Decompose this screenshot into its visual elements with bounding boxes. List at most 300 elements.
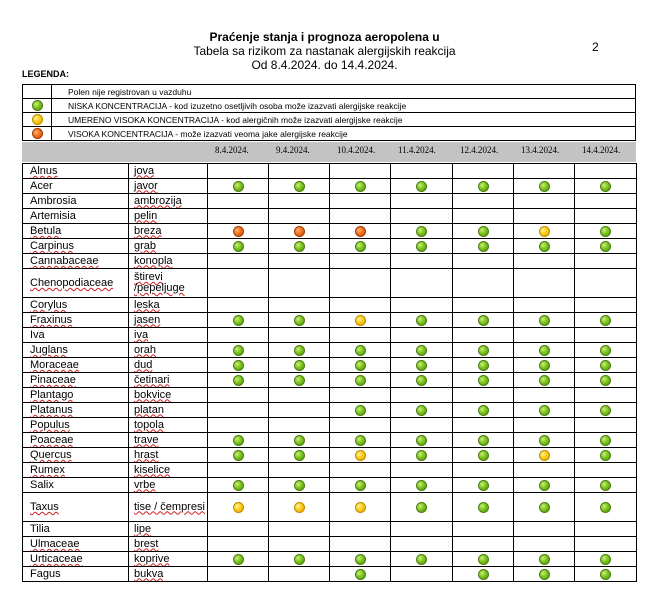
concentration-cell (269, 224, 330, 239)
latin-name-text: Chenopodiaceae (30, 277, 114, 289)
green-dot-icon (478, 480, 489, 491)
pollen-row (23, 239, 637, 254)
concentration-cell (269, 463, 330, 478)
date-header-bar (22, 142, 636, 162)
green-dot-icon (416, 315, 427, 326)
green-dot-icon (233, 315, 244, 326)
legend-text: VISOKA KONCENTRACIJA - može izazvati veoma jake alergijske reakcije (52, 127, 636, 141)
pollen-row (23, 493, 637, 522)
pollen-row (23, 194, 637, 209)
concentration-cell (391, 537, 453, 552)
date-header: 11.4.2024. (398, 145, 436, 155)
concentration-cell (330, 179, 391, 194)
concentration-cell (391, 463, 453, 478)
local-name (129, 418, 208, 433)
green-dot-icon (600, 181, 611, 192)
local-name (129, 209, 208, 224)
concentration-cell (208, 358, 269, 373)
concentration-cell (453, 298, 514, 313)
latin-name-text: Iva (30, 329, 45, 341)
pollen-row (23, 373, 637, 388)
local-name-text: koprive (134, 552, 170, 565)
concentration-cell (575, 403, 637, 418)
local-name (129, 298, 208, 313)
concentration-cell (514, 388, 575, 403)
concentration-cell (514, 418, 575, 433)
green-dot-icon (294, 181, 305, 192)
local-name-text: javor (134, 179, 158, 192)
concentration-cell (453, 522, 514, 537)
pollen-risk-table (22, 163, 637, 582)
local-name-text: četinari (134, 373, 170, 386)
pollen-row (23, 388, 637, 403)
latin-name-text: Artemisia (30, 210, 76, 222)
green-dot-icon (233, 435, 244, 446)
concentration-cell (330, 194, 391, 209)
pollen-row (23, 522, 637, 537)
orange-dot-icon (233, 226, 244, 237)
concentration-cell (330, 552, 391, 567)
green-dot-icon (294, 375, 305, 386)
green-dot-icon (539, 554, 550, 565)
green-dot-icon (294, 241, 305, 252)
green-dot-icon (355, 554, 366, 565)
green-dot-icon (539, 435, 550, 446)
latin-name (23, 478, 129, 493)
concentration-cell (453, 433, 514, 448)
concentration-cell (453, 388, 514, 403)
concentration-cell (453, 328, 514, 343)
concentration-cell (575, 269, 637, 298)
latin-name (23, 358, 129, 373)
local-name-text: topola (134, 418, 164, 431)
green-dot-icon (233, 554, 244, 565)
legend-table (22, 84, 636, 141)
green-dot-icon (233, 480, 244, 491)
local-name (129, 552, 208, 567)
green-dot-icon (600, 435, 611, 446)
concentration-cell (453, 269, 514, 298)
local-name (129, 433, 208, 448)
latin-name (23, 418, 129, 433)
latin-name (23, 239, 129, 254)
concentration-cell (391, 239, 453, 254)
latin-name (23, 209, 129, 224)
latin-name (23, 522, 129, 537)
concentration-cell (453, 164, 514, 179)
concentration-cell (453, 224, 514, 239)
concentration-cell (514, 328, 575, 343)
concentration-cell (269, 373, 330, 388)
concentration-cell (391, 328, 453, 343)
concentration-cell (330, 254, 391, 269)
local-name-text: ambrozija (134, 194, 182, 207)
legend-text: UMERENO VISOKA KONCENTRACIJA - kod alergičnih može izazvati alergijske reakcije (52, 113, 636, 127)
local-name-text: hrast (134, 448, 159, 461)
concentration-cell (575, 433, 637, 448)
green-dot-icon (416, 375, 427, 386)
concentration-cell (269, 358, 330, 373)
concentration-cell (208, 224, 269, 239)
concentration-cell (575, 224, 637, 239)
legend-text: NISKA KONCENTRACIJA - kod izuzetno osetljivih osoba može izazvati alergijske reakcije (52, 99, 636, 113)
concentration-cell (391, 269, 453, 298)
green-dot-icon (600, 450, 611, 461)
concentration-cell (453, 358, 514, 373)
concentration-cell (330, 433, 391, 448)
concentration-cell (575, 328, 637, 343)
concentration-cell (514, 239, 575, 254)
concentration-cell (208, 418, 269, 433)
concentration-cell (269, 403, 330, 418)
concentration-cell (514, 179, 575, 194)
pollen-row (23, 179, 637, 194)
local-name-text: trave (134, 433, 159, 446)
latin-name-text: Taxus (30, 501, 59, 513)
yellow-dot-icon (539, 450, 550, 461)
legend-icon-cell (23, 85, 52, 99)
local-name (129, 373, 208, 388)
concentration-cell (575, 194, 637, 209)
green-dot-icon (478, 345, 489, 356)
concentration-cell (208, 328, 269, 343)
concentration-cell (514, 433, 575, 448)
green-dot-icon (294, 480, 305, 491)
green-dot-icon (478, 375, 489, 386)
concentration-cell (391, 298, 453, 313)
green-dot-icon (233, 241, 244, 252)
local-name (129, 194, 208, 209)
concentration-cell (269, 209, 330, 224)
date-header: 9.4.2024. (276, 145, 310, 155)
green-dot-icon (355, 360, 366, 371)
latin-name (23, 493, 129, 522)
concentration-cell (453, 194, 514, 209)
yellow-dot-icon (355, 315, 366, 326)
green-dot-icon (600, 360, 611, 371)
pollen-row (23, 164, 637, 179)
legend-row (23, 127, 636, 141)
legend-text: Polen nije registrovan u vazduhu (52, 85, 636, 99)
local-name (129, 358, 208, 373)
date-range: Od 8.4.2024. do 14.4.2024. (251, 58, 398, 72)
concentration-cell (330, 478, 391, 493)
pollen-row (23, 328, 637, 343)
latin-name-text: Rumex (30, 464, 65, 476)
green-dot-icon (600, 502, 611, 513)
latin-name-text: Urticaceae (30, 553, 83, 565)
pollen-row (23, 269, 637, 298)
document-title: Praćenje stanja i prognoza aeropolena u (209, 30, 440, 44)
latin-name (23, 224, 129, 239)
latin-name-text: Corylus (30, 299, 68, 311)
concentration-cell (575, 239, 637, 254)
concentration-cell (330, 418, 391, 433)
concentration-cell (330, 164, 391, 179)
concentration-cell (391, 164, 453, 179)
local-name (129, 343, 208, 358)
green-dot-icon (539, 315, 550, 326)
local-name (129, 269, 208, 298)
concentration-cell (391, 179, 453, 194)
green-dot-icon (355, 375, 366, 386)
concentration-cell (330, 298, 391, 313)
latin-name-text: Fraxinus (30, 314, 73, 326)
concentration-cell (575, 254, 637, 269)
concentration-cell (575, 463, 637, 478)
latin-name-text: Betula (30, 225, 62, 237)
pollen-row (23, 224, 637, 239)
green-dot-icon (416, 435, 427, 446)
local-name-text: pelin (134, 209, 158, 222)
local-name-text: štirevi /pepeljuge (134, 271, 185, 294)
green-dot-icon (478, 569, 489, 580)
concentration-cell (391, 373, 453, 388)
latin-name (23, 298, 129, 313)
pollen-row (23, 537, 637, 552)
concentration-cell (514, 463, 575, 478)
local-name (129, 537, 208, 552)
latin-name (23, 194, 129, 209)
yellow-dot-icon (355, 502, 366, 513)
green-dot-icon (539, 569, 550, 580)
local-name-text: breza (134, 224, 162, 237)
concentration-cell (575, 209, 637, 224)
latin-name (23, 373, 129, 388)
green-dot-icon (539, 181, 550, 192)
green-dot-icon (233, 450, 244, 461)
concentration-cell (575, 448, 637, 463)
local-name-text: konopla (134, 254, 173, 267)
concentration-cell (208, 433, 269, 448)
pollen-row (23, 254, 637, 269)
yellow-dot-icon (32, 114, 43, 125)
pollen-row (23, 343, 637, 358)
concentration-cell (575, 298, 637, 313)
concentration-cell (269, 433, 330, 448)
green-dot-icon (355, 241, 366, 252)
latin-name (23, 567, 129, 582)
concentration-cell (208, 403, 269, 418)
local-name-text: dud (134, 358, 153, 371)
green-dot-icon (233, 181, 244, 192)
green-dot-icon (539, 375, 550, 386)
concentration-cell (330, 403, 391, 418)
concentration-cell (269, 552, 330, 567)
concentration-cell (391, 448, 453, 463)
concentration-cell (575, 567, 637, 582)
concentration-cell (514, 298, 575, 313)
green-dot-icon (233, 345, 244, 356)
local-name (129, 164, 208, 179)
concentration-cell (208, 298, 269, 313)
green-dot-icon (294, 360, 305, 371)
concentration-cell (453, 448, 514, 463)
concentration-cell (453, 493, 514, 522)
pollen-row (23, 478, 637, 493)
green-dot-icon (416, 226, 427, 237)
concentration-cell (269, 179, 330, 194)
concentration-cell (269, 313, 330, 328)
pollen-row (23, 552, 637, 567)
concentration-cell (453, 403, 514, 418)
local-name (129, 522, 208, 537)
concentration-cell (330, 209, 391, 224)
green-dot-icon (600, 345, 611, 356)
concentration-cell (575, 493, 637, 522)
concentration-cell (330, 313, 391, 328)
latin-name (23, 537, 129, 552)
green-dot-icon (478, 226, 489, 237)
local-name (129, 239, 208, 254)
green-dot-icon (478, 502, 489, 513)
green-dot-icon (294, 345, 305, 356)
pollen-row (23, 313, 637, 328)
green-dot-icon (600, 226, 611, 237)
local-name-text: platan (134, 403, 164, 416)
legend-title: LEGENDA: (22, 69, 69, 79)
concentration-cell (208, 522, 269, 537)
concentration-cell (269, 343, 330, 358)
local-name-text: kiselice (134, 463, 171, 476)
green-dot-icon (600, 405, 611, 416)
legend-icon-cell (23, 113, 52, 127)
concentration-cell (208, 343, 269, 358)
orange-dot-icon (32, 128, 43, 139)
concentration-cell (269, 478, 330, 493)
local-name (129, 463, 208, 478)
yellow-dot-icon (539, 226, 550, 237)
concentration-cell (330, 522, 391, 537)
latin-name (23, 448, 129, 463)
local-name-text: jasen (134, 313, 161, 326)
local-name (129, 403, 208, 418)
concentration-cell (269, 164, 330, 179)
concentration-cell (514, 403, 575, 418)
concentration-cell (208, 478, 269, 493)
concentration-cell (269, 418, 330, 433)
local-name-text: vrbe (134, 478, 156, 491)
concentration-cell (514, 343, 575, 358)
concentration-cell (330, 269, 391, 298)
green-dot-icon (539, 360, 550, 371)
concentration-cell (391, 358, 453, 373)
local-name-text: brest (134, 537, 159, 550)
yellow-dot-icon (233, 502, 244, 513)
concentration-cell (330, 239, 391, 254)
concentration-cell (575, 552, 637, 567)
concentration-cell (575, 343, 637, 358)
latin-name (23, 269, 129, 298)
green-dot-icon (478, 181, 489, 192)
concentration-cell (208, 493, 269, 522)
concentration-cell (514, 478, 575, 493)
latin-name-text: Alnus (30, 165, 58, 177)
latin-name-text: Plantago (30, 389, 74, 401)
latin-name (23, 254, 129, 269)
green-dot-icon (600, 241, 611, 252)
concentration-cell (208, 567, 269, 582)
local-name-text: grab (134, 239, 157, 252)
concentration-cell (391, 209, 453, 224)
green-dot-icon (600, 554, 611, 565)
concentration-cell (269, 537, 330, 552)
green-dot-icon (233, 375, 244, 386)
latin-name (23, 164, 129, 179)
concentration-cell (391, 343, 453, 358)
green-dot-icon (600, 569, 611, 580)
local-name (129, 179, 208, 194)
legend-row (23, 85, 636, 99)
concentration-cell (330, 493, 391, 522)
pollen-row (23, 418, 637, 433)
green-dot-icon (355, 345, 366, 356)
local-name-text: bokvice (134, 388, 172, 401)
concentration-cell (575, 358, 637, 373)
latin-name-text: Acer (30, 180, 53, 192)
yellow-dot-icon (294, 502, 305, 513)
document-subtitle: Tabela sa rizikom za nastanak alergijskih reakcija (193, 44, 456, 58)
green-dot-icon (539, 241, 550, 252)
concentration-cell (453, 463, 514, 478)
concentration-cell (391, 433, 453, 448)
green-dot-icon (416, 360, 427, 371)
concentration-cell (208, 373, 269, 388)
local-name (129, 328, 208, 343)
latin-name (23, 328, 129, 343)
pollen-row (23, 358, 637, 373)
green-dot-icon (478, 315, 489, 326)
latin-name-text: Salix (30, 479, 54, 491)
concentration-cell (514, 448, 575, 463)
pollen-row (23, 567, 637, 582)
pollen-row (23, 448, 637, 463)
concentration-cell (208, 164, 269, 179)
legend-icon-cell (23, 99, 52, 113)
green-dot-icon (416, 405, 427, 416)
concentration-cell (514, 522, 575, 537)
concentration-cell (269, 254, 330, 269)
latin-name-text: Ambrosia (30, 195, 77, 207)
green-dot-icon (478, 450, 489, 461)
concentration-cell (208, 537, 269, 552)
latin-name (23, 552, 129, 567)
concentration-cell (208, 194, 269, 209)
concentration-cell (391, 388, 453, 403)
concentration-cell (453, 209, 514, 224)
concentration-cell (575, 418, 637, 433)
concentration-cell (391, 493, 453, 522)
latin-name-text: Fagus (30, 568, 61, 580)
concentration-cell (575, 522, 637, 537)
green-dot-icon (600, 480, 611, 491)
green-dot-icon (478, 405, 489, 416)
concentration-cell (269, 328, 330, 343)
latin-name-text: Ulmaceae (30, 538, 80, 550)
local-name (129, 567, 208, 582)
green-dot-icon (355, 405, 366, 416)
green-dot-icon (233, 360, 244, 371)
concentration-cell (330, 537, 391, 552)
concentration-cell (575, 164, 637, 179)
green-dot-icon (355, 480, 366, 491)
concentration-cell (269, 298, 330, 313)
concentration-cell (391, 224, 453, 239)
green-dot-icon (539, 405, 550, 416)
local-name-text: iva (134, 328, 149, 341)
concentration-cell (269, 388, 330, 403)
green-dot-icon (478, 241, 489, 252)
